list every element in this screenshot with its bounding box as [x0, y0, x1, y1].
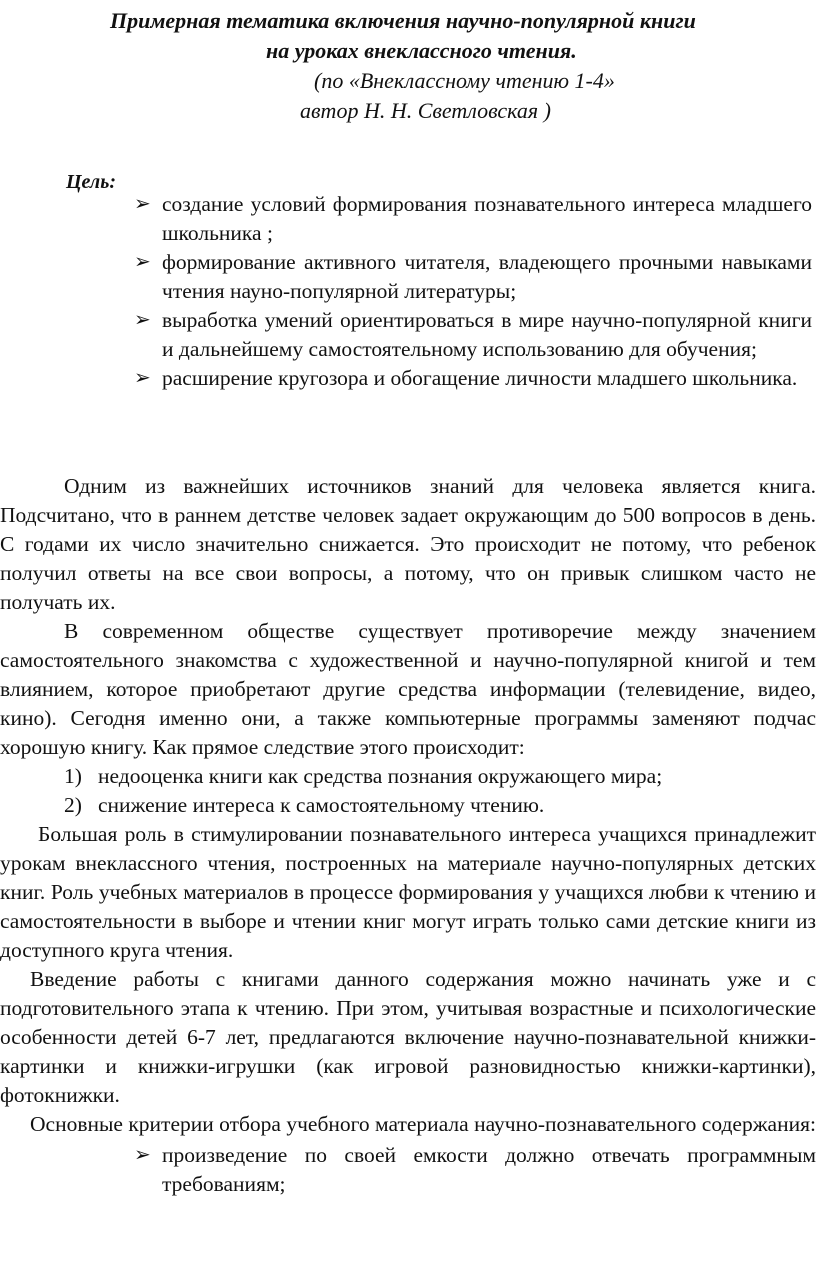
list-item-text: недооценка книги как средства познания окружающего мира;	[98, 764, 663, 788]
goal-item-text: создание условий формирования познавательного интереса младшего школьника ;	[162, 192, 812, 245]
paragraph-2: В современном обществе существует противоречие между значением самостоятельного знакомства с художественной и научно-популярной книгой и тем влиянием, которое приобретают другие средства информации (телевидение, видео, кино). Сегодня именно они, а также компьютерные программы заменяют подчас хорошую книгу. Как прямое следствие этого происходит:	[0, 619, 816, 759]
subtitle-line-1: (по «Внеклассному чтению 1-4»	[314, 68, 615, 93]
title-block	[0, 6, 816, 126]
goal-item-text: формирование активного читателя, владеющего прочными навыками чтения науно-популярной литературы;	[162, 250, 812, 303]
goal-item	[132, 248, 812, 306]
arrow-bullet-icon: ➢	[134, 251, 151, 273]
page-title-line-2: на уроках внеклассного чтения.	[266, 38, 577, 63]
goal-item	[132, 190, 812, 248]
criteria-item-text: произведение по своей емкости должно отвечать программным требованиям;	[162, 1143, 816, 1196]
subtitle-line-2: автор Н. Н. Светловская )	[300, 98, 551, 123]
arrow-bullet-icon: ➢	[134, 309, 151, 331]
goal-item	[132, 364, 812, 393]
criteria-list	[0, 1141, 816, 1199]
numbered-list-item	[0, 791, 816, 820]
list-number: 1)	[64, 764, 82, 788]
goal-item-text: расширение кругозора и обогащение личности младшего школьника.	[162, 366, 798, 390]
criteria-item	[132, 1141, 816, 1199]
paragraph-4: Введение работы с книгами данного содержания можно начинать уже и с подготовительного этапа к чтению. При этом, учитывая возрастные и психологические особенности детей 6-7 лет, предлагаются включение научно-познавательной книжки-картинки и книжки-игрушки (как игровой разновидностью книжки-картинки), фотокнижки.	[0, 967, 816, 1107]
body-text	[0, 472, 816, 1199]
numbered-list-item	[0, 762, 816, 791]
goal-item	[132, 306, 812, 364]
paragraph-3: Большая роль в стимулировании познавательного интереса учащихся принадлежит урокам внеклассного чтения, построенных на материале научно-популярных детских книг. Роль учебных материалов в процессе формирования у учащихся любви к чтению и самостоятельности в выборе и чтении книг могут играть только сами детские книги из доступного круга чтения.	[0, 822, 816, 962]
arrow-bullet-icon: ➢	[134, 193, 151, 215]
list-number: 2)	[64, 793, 82, 817]
goal-label: Цель:	[66, 171, 116, 193]
page-title-line-1: Примерная тематика включения научно-популярной книги	[110, 8, 696, 33]
goal-item-text: выработка умений ориентироваться в мире научно-популярной книги и дальнейшему самостоятельному использованию для обучения;	[162, 308, 812, 361]
paragraph-1: Одним из важнейших источников знаний для человека является книга. Подсчитано, что в раннем детстве человек задает окружающим до 500 вопросов в день. С годами их число значительно снижается. Это происходит не потому, что ребенок получил ответы на все свои вопросы, а потому, что он привык слишком часто не получать их.	[0, 474, 816, 614]
arrow-bullet-icon: ➢	[134, 367, 151, 389]
paragraph-5: Основные критерии отбора учебного материала научно-познавательного содержания:	[30, 1112, 816, 1136]
goals-list	[132, 190, 812, 393]
arrow-bullet-icon: ➢	[134, 1144, 151, 1166]
numbered-list	[0, 762, 816, 820]
list-item-text: снижение интереса к самостоятельному чтению.	[98, 793, 545, 817]
